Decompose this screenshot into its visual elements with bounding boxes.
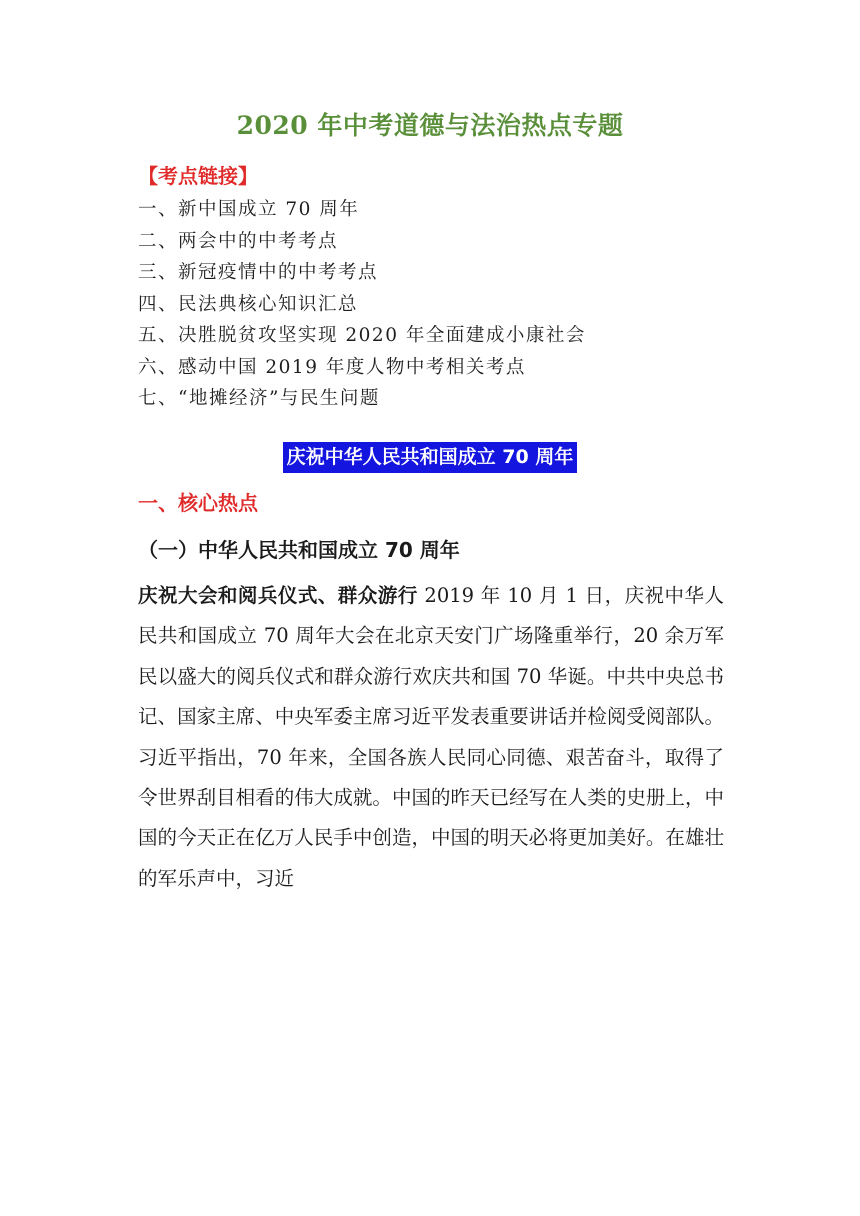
- document-title: 2020 年中考道德与法治热点专题: [236, 111, 624, 140]
- topic-item: 一、新中国成立 70 周年: [138, 199, 360, 220]
- banner-container: [0, 442, 860, 473]
- topic-item: 二、两会中的中考考点: [138, 230, 339, 252]
- topic-item: 四、民法典核心知识汇总: [138, 293, 359, 315]
- subsection-heading: （一）中华人民共和国成立 70 周年: [138, 538, 460, 562]
- topic-list: [138, 194, 586, 415]
- paragraph-text: 2019 年 10 月 1 日，庆祝中华人民共和国成立 70 周年大会在北京天安门广场隆重举行，20 余万军民以盛大的阅兵仪式和群众游行欢庆共和国 70 华诞。中共中央总书记、国家主席、中央军委主席习近平发表重要讲话并检阅受阅部队。习近平指出，70 年来，全国各族人民同心同德、艰苦奋斗，取得了令世界刮目相看的伟大成就。中国的昨天已经写在人类的史册上，中国的今天正在亿万人民手中创造，中国的明天必将更加美好。在雄壮的军乐声中，习近: [138, 584, 724, 890]
- topic-item: 三、新冠疫情中的中考考点: [138, 262, 379, 283]
- topic-item: 五、决胜脱贫攻坚实现 2020 年全面建成小康社会: [138, 325, 586, 346]
- section-heading: 一、核心热点: [138, 491, 258, 515]
- anniversary-banner: 庆祝中华人民共和国成立 70 周年: [283, 442, 578, 473]
- topic-item: 六、感动中国 2019 年度人物中考相关考点: [138, 356, 526, 378]
- paragraph-lead: 庆祝大会和阅兵仪式、群众游行: [138, 584, 418, 607]
- body-paragraph: [138, 576, 724, 936]
- topic-item: 七、“地摊经济”与民生问题: [138, 388, 380, 409]
- exam-points-heading: 【考点链接】: [138, 164, 258, 188]
